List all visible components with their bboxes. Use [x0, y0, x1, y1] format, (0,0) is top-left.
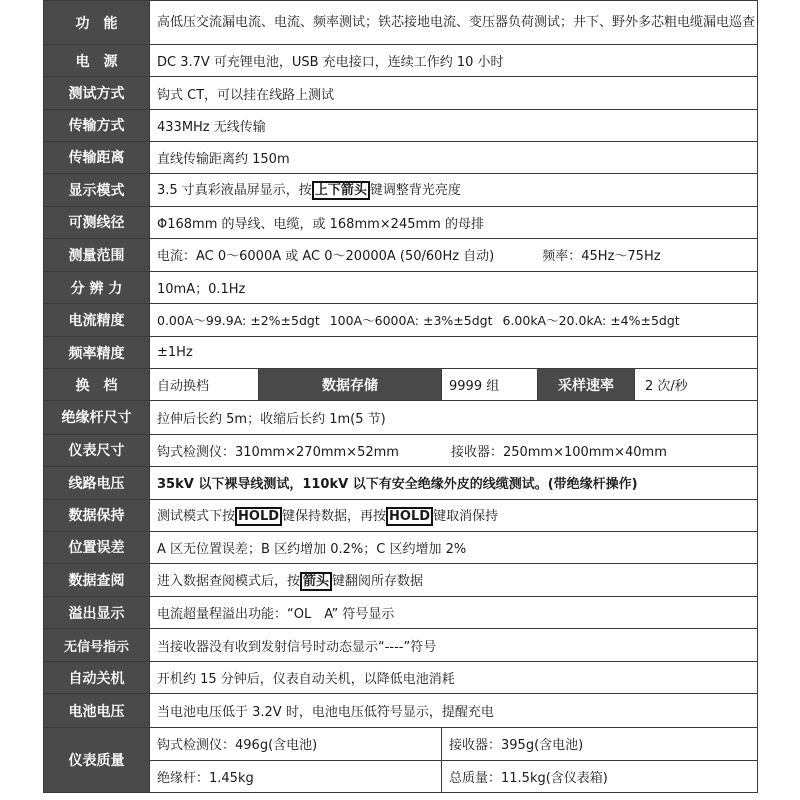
value-sample-rate: 2 次/秒: [645, 379, 688, 395]
hold-text-after: 键取消保持: [433, 508, 499, 524]
value-test-method: 钩式 CT，可以挂在线路上测试: [150, 77, 758, 110]
value-mass-receiver: 接收器：395g(含电池): [442, 727, 758, 760]
hold-text-before: 测试模式下按: [157, 508, 236, 524]
label-resolution: 分 辨 力: [44, 271, 150, 303]
value-diameter: Φ168mm 的导线、电缆，或 168mm×245mm 的母排: [150, 206, 758, 238]
display-key: 上下箭头: [312, 181, 370, 200]
value-resolution: 10mA；0.1Hz: [150, 271, 758, 303]
label-power: 电 源: [44, 45, 150, 77]
label-battery: 电池电压: [44, 694, 150, 727]
row-range-switch: [44, 369, 758, 401]
label-meter-size: 仪表尺寸: [44, 434, 150, 466]
accuracy-range-1: 0.00A～99.9A: ±2%±5dgt: [157, 313, 320, 329]
value-mass-clamp: 钩式检测仪：496g(含电池): [150, 727, 442, 760]
row-function: [44, 1, 758, 45]
storage-count: 9999 组: [449, 379, 500, 395]
value-rod-size: 拉伸后长约 5m；收缩后长约 1m(5 节): [150, 401, 758, 434]
row-no-signal: [44, 629, 758, 662]
accuracy-range-3: 6.00kA～20.0kA: ±4%±5dgt: [502, 313, 680, 329]
value-power: DC 3.7V 可充锂电池，USB 充电接口，连续工作约 10 小时: [150, 45, 758, 77]
row-distance: [44, 141, 758, 173]
rate-cell: [538, 369, 758, 401]
label-transmission: 传输方式: [44, 110, 150, 141]
meter-size-clamp: 钩式检测仪：310mm×270mm×52mm: [157, 444, 399, 460]
label-auto-off: 自动关机: [44, 662, 150, 694]
row-meter-size: [44, 434, 758, 466]
query-text-after: 键翻阅所存数据: [332, 573, 424, 589]
value-range: [150, 238, 758, 271]
value-auto-off: 开机约 15 分钟后，仪表自动关机，以降低电池消耗: [150, 662, 758, 694]
value-battery: 当电池电压低于 3.2V 时，电池电压低符号显示，提醒充电: [150, 694, 758, 727]
label-diameter: 可测线径: [44, 206, 150, 238]
label-no-signal: 无信号指示: [44, 629, 150, 662]
label-sample-rate: 采样速率: [538, 369, 635, 400]
row-resolution: [44, 271, 758, 303]
value-current-accuracy: [150, 304, 758, 337]
value-meter-size: [150, 434, 758, 466]
value-mass-total: 总质量：11.5kg(含仪表箱): [442, 760, 758, 792]
value-position-error: A 区无位置误差；B 区约增加 0.2%；C 区约增加 2%: [150, 531, 758, 563]
value-overflow: 电流超量程溢出功能：“OL A” 符号显示: [150, 597, 758, 629]
row-position-error: [44, 531, 758, 563]
label-mass: 仪表质量: [44, 727, 150, 792]
hold-text-middle: 键保持数据，再按: [282, 508, 387, 524]
value-range-switch: 自动换档: [150, 369, 259, 401]
row-line-voltage: [44, 466, 758, 499]
row-data-query: [44, 564, 758, 597]
row-mass-2: [44, 760, 758, 792]
label-data-query: 数据查阅: [44, 564, 150, 597]
row-range: [44, 238, 758, 271]
range-current: 电流：AC 0～6000A 或 AC 0～20000A (50/60Hz 自动): [157, 249, 495, 265]
query-text-before: 进入数据查阅模式后，按: [157, 573, 301, 589]
label-range-switch: 换 档: [44, 369, 150, 401]
label-function: 功 能: [44, 1, 150, 45]
label-line-voltage: 线路电压: [44, 466, 150, 499]
label-freq-accuracy: 频率精度: [44, 337, 150, 369]
row-data-hold: [44, 499, 758, 531]
value-no-signal: 当接收器没有收到发射信号时动态显示“----”符号: [150, 629, 758, 662]
display-text-before: 3.5 寸真彩液晶屏显示，按: [157, 183, 312, 199]
label-data-hold: 数据保持: [44, 499, 150, 531]
value-data-query: [150, 564, 758, 597]
value-display: [150, 173, 758, 206]
label-position-error: 位置误差: [44, 531, 150, 563]
row-auto-off: [44, 662, 758, 694]
value-data-hold: [150, 499, 758, 531]
row-freq-accuracy: [44, 337, 758, 369]
label-rod-size: 绝缘杆尺寸: [44, 401, 150, 434]
query-key: 箭头: [300, 572, 332, 591]
row-rod-size: [44, 401, 758, 434]
range-frequency: 频率：45Hz～75Hz: [542, 249, 661, 265]
value-mass-rod: 绝缘杆：1.45kg: [150, 760, 442, 792]
value-line-voltage: 35kV 以下裸导线测试，110kV 以下有安全绝缘外皮的线缆测试。(带绝缘杆操作): [150, 466, 758, 499]
row-transmission: [44, 110, 758, 141]
display-text-after: 键调整背光亮度: [369, 183, 461, 199]
label-distance: 传输距离: [44, 141, 150, 173]
label-overflow: 溢出显示: [44, 597, 150, 629]
hold-key-1: HOLD: [235, 507, 282, 526]
value-freq-accuracy: ±1Hz: [150, 337, 758, 369]
row-overflow: [44, 597, 758, 629]
hold-key-2: HOLD: [386, 507, 433, 526]
value-transmission: 433MHz 无线传输: [150, 110, 758, 141]
label-range: 测量范围: [44, 238, 150, 271]
row-diameter: [44, 206, 758, 238]
row-current-accuracy: [44, 304, 758, 337]
spec-table: [43, 0, 758, 793]
meter-size-receiver: 接收器：250mm×100mm×40mm: [450, 444, 667, 460]
value-distance: 直线传输距离约 150m: [150, 141, 758, 173]
label-current-accuracy: 电流精度: [44, 304, 150, 337]
label-test-method: 测试方式: [44, 77, 150, 110]
label-data-storage: 数据存储: [259, 369, 442, 401]
row-mass-1: [44, 727, 758, 760]
row-test-method: [44, 77, 758, 110]
value-data-storage: [442, 369, 538, 401]
label-display: 显示模式: [44, 173, 150, 206]
row-display: [44, 173, 758, 206]
row-power: [44, 45, 758, 77]
accuracy-range-2: 100A～6000A: ±3%±5dgt: [329, 313, 493, 329]
row-battery: [44, 694, 758, 727]
value-function: 高低压交流漏电流、电流、频率测试；铁芯接地电流、变压器负荷测试；井下、野外多芯粗电缆漏电巡查: [150, 1, 758, 45]
